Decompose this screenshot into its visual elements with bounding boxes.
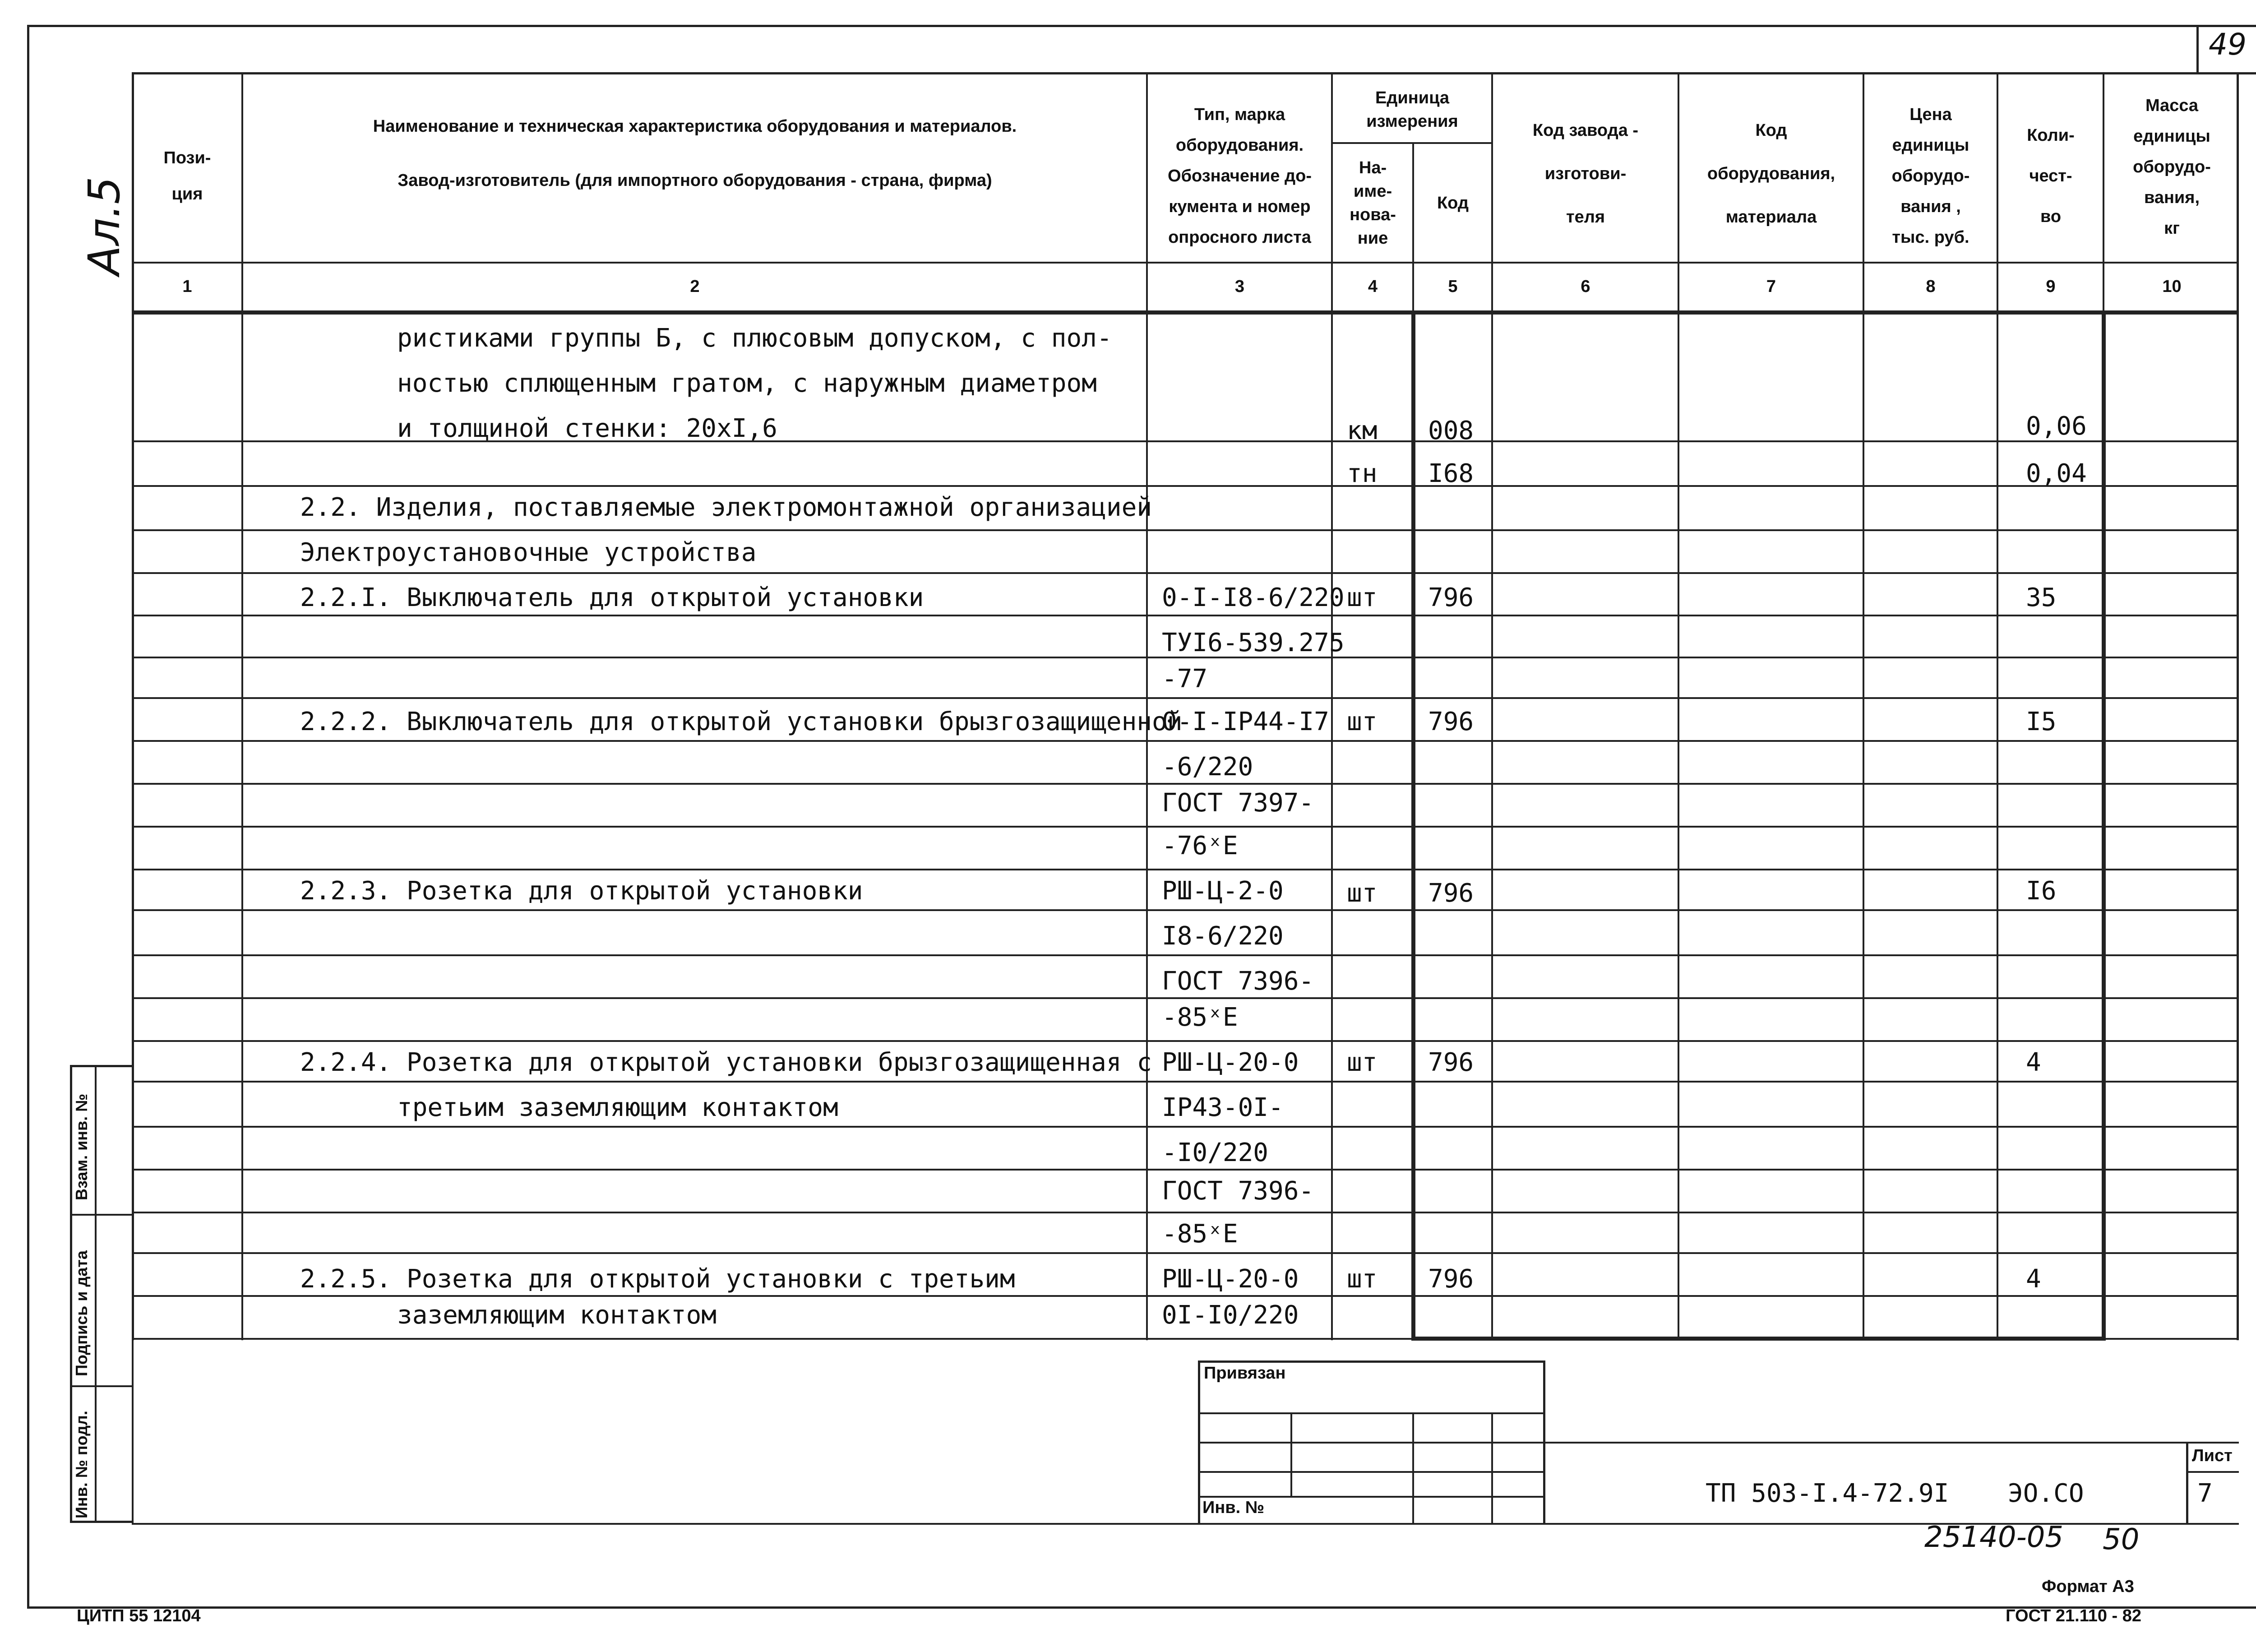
cell-code: I68 [1428, 459, 1474, 488]
header-quantity: Коли- чест- во [2027, 126, 2075, 226]
col-line-5 [1491, 72, 1493, 1340]
cell-name: ностью сплющенным гратом, с наружным диаметром [397, 369, 1097, 398]
cell-code: 796 [1428, 1264, 1474, 1294]
header-unit: Единица измерения [1366, 88, 1458, 131]
col-number: 4 [1368, 277, 1378, 296]
side-stamp-line [70, 1214, 133, 1216]
header-type: Тип, марка оборудования. Обозначение до- кумента и номер опросного листа [1168, 105, 1312, 247]
page-number: 49 [2209, 27, 2247, 62]
row-line [132, 954, 2239, 956]
unit-sub-line [1331, 142, 1491, 144]
col-line-6 [1678, 72, 1679, 1340]
cell-type: IP43-0I- [1162, 1093, 1284, 1122]
list-number: 7 [2197, 1479, 2213, 1508]
handwritten-number: 50 [2103, 1523, 2140, 1556]
bottom-frame-line [132, 1523, 2239, 1525]
row-line [132, 615, 2239, 616]
cell-qty: 4 [2026, 1264, 2041, 1294]
header-mass: Масса единицы оборудо- вания, кг [2133, 96, 2211, 238]
thick-line-5 [1411, 310, 1415, 1340]
cell-qty: 35 [2026, 583, 2057, 612]
cell-code: 796 [1428, 583, 1474, 612]
cell-name: 2.2.3. Розетка для открытой установки [300, 876, 863, 906]
cell-name: 2.2. Изделия, поставляемые электромонтажной организацией [300, 493, 1152, 522]
row-line [132, 826, 2239, 828]
cell-name: Электроустановочные устройства [300, 538, 757, 567]
row-line [132, 909, 2239, 911]
col-number: 7 [1766, 277, 1776, 296]
table-bottom [132, 1338, 2239, 1340]
col-line-3 [1331, 72, 1333, 1340]
cell-type: I8-6/220 [1162, 921, 1284, 951]
cell-name: 2.2.4. Розетка для открытой установки брызгозащищенная с [300, 1048, 1152, 1077]
cell-qty: I6 [2026, 876, 2057, 906]
side-stamp-divider [95, 1065, 97, 1523]
header-unit-name: На- име- нова- ние [1350, 158, 1396, 248]
title-block-line [1545, 1442, 2239, 1444]
row-line [132, 572, 2239, 574]
row-line [132, 740, 2239, 742]
cell-qty: 0,04 [2026, 459, 2087, 488]
header-line-thick [132, 310, 2239, 315]
cell-name: 2.2.5. Розетка для открытой установки с третьим [300, 1264, 1015, 1294]
col-number: 3 [1234, 277, 1245, 296]
cell-unit: шт [1347, 1264, 1378, 1294]
cell-type: ГОСТ 7396- [1162, 1176, 1314, 1206]
col-number: 8 [1926, 277, 1936, 296]
side-label-inv: Инв. № подл. [72, 1411, 91, 1518]
cell-type: -85ˣЕ [1162, 1003, 1238, 1032]
cell-unit: тн [1347, 459, 1378, 488]
footer-format: Формат А3 [2042, 1577, 2134, 1596]
col-line-1 [241, 72, 243, 1340]
cell-name: 2.2.I. Выключатель для открытой установки [300, 583, 924, 612]
side-stamp-line [70, 1385, 133, 1387]
header-unit-code: Код [1437, 194, 1469, 213]
privyazan-col [1491, 1412, 1493, 1523]
cell-name: и толщиной стенки: 20хI,6 [397, 414, 777, 443]
cell-unit: км [1347, 416, 1378, 445]
cell-name: 2.2.2. Выключатель для открытой установки брызгозащищенной [300, 707, 1183, 736]
row-line [132, 1252, 2239, 1254]
row-line [132, 997, 2239, 999]
privyazan-line [1198, 1496, 1545, 1498]
header-line [132, 262, 2239, 264]
cell-code: 008 [1428, 416, 1474, 445]
cell-type: ГОСТ 7397- [1162, 788, 1314, 818]
cell-code: 796 [1428, 879, 1474, 908]
header-position: Пози- ция [163, 148, 211, 204]
privyazan-col [1290, 1412, 1292, 1496]
cell-type: 0-I-I8-6/220 [1162, 583, 1345, 612]
cell-type: ТУI6-539.275 [1162, 628, 1345, 657]
bottom-frame-left [132, 1338, 134, 1524]
cell-unit: шт [1347, 583, 1378, 612]
row-line [132, 485, 2239, 487]
list-label: Лист [2192, 1446, 2233, 1465]
row-line [132, 697, 2239, 699]
list-box-line [2186, 1471, 2239, 1473]
col-line-7 [1863, 72, 1864, 1340]
row-line [132, 1212, 2239, 1213]
cell-type: 0I-I0/220 [1162, 1300, 1299, 1330]
col-number: 1 [182, 277, 192, 296]
cell-unit: шт [1347, 707, 1378, 736]
privyazan-line [1198, 1412, 1545, 1414]
margin-mark: Ал.5 [79, 176, 129, 275]
footer-gost: ГОСТ 21.110 - 82 [2006, 1606, 2142, 1625]
cell-unit: шт [1347, 879, 1378, 908]
cell-type: 0-I-IP44-I7 [1162, 707, 1329, 736]
side-label-podpis: Подпись и дата [72, 1250, 91, 1376]
cell-code: 796 [1428, 1048, 1474, 1077]
row-line [132, 1126, 2239, 1128]
row-line [132, 1081, 2239, 1083]
row-line [132, 869, 2239, 870]
cell-code: 796 [1428, 707, 1474, 736]
thick-line-9 [2102, 310, 2106, 1340]
col-number: 9 [2046, 277, 2056, 296]
col-number: 5 [1448, 277, 1458, 296]
cell-type: ГОСТ 7396- [1162, 967, 1314, 996]
header-name-line2: Завод-изготовитель (для импортного оборудования - страна, фирма) [398, 171, 992, 190]
handwritten-code: 25140-05 [1924, 1521, 2064, 1554]
cell-name: ристиками группы Б, с плюсовым допуском, с пол- [397, 324, 1112, 353]
privyazan-line [1198, 1442, 1545, 1444]
row-line [132, 1040, 2239, 1042]
header-price: Цена единицы оборудо- вания , тыс. руб. [1891, 105, 1970, 247]
privyazan-label: Привязан [1204, 1364, 1286, 1383]
cell-type: РШ-Ц-2-0 [1162, 876, 1284, 906]
row-line [132, 783, 2239, 785]
col-number: 2 [690, 277, 700, 296]
doc-suffix: ЭО.СО [2008, 1479, 2084, 1508]
cell-qty: I5 [2026, 707, 2057, 736]
cell-qty: 4 [2026, 1048, 2041, 1077]
footer-left: ЦИТП 55 12104 [77, 1606, 201, 1625]
header-equipment-code: Код оборудования, материала [1707, 121, 1835, 227]
inv-no-label: Инв. № [1202, 1498, 1265, 1517]
header-factory-code: Код завода - изготови- теля [1532, 121, 1639, 227]
privyazan-col [1412, 1412, 1414, 1523]
cell-type: -I0/220 [1162, 1138, 1269, 1167]
row-line [132, 529, 2239, 531]
col-number: 10 [2162, 277, 2182, 296]
cell-qty: 0,06 [2026, 412, 2087, 441]
col-number: 6 [1581, 277, 1590, 296]
cell-type: РШ-Ц-20-0 [1162, 1264, 1299, 1294]
cell-type: -6/220 [1162, 752, 1253, 782]
row-line [132, 1169, 2239, 1171]
row-line [132, 1295, 2239, 1297]
cell-unit: шт [1347, 1048, 1378, 1077]
privyazan-line [1198, 1471, 1545, 1473]
cell-type: -77 [1162, 664, 1208, 694]
col-line-8 [1997, 72, 1998, 1340]
header-name-line1: Наименование и техническая характеристика оборудования и материалов. [373, 117, 1017, 136]
side-label-vzam: Взам. инв. № [72, 1093, 91, 1200]
cell-name: третьим заземляющим контактом [397, 1093, 838, 1122]
doc-code: ТП 503-І.4-72.9І [1706, 1479, 1949, 1508]
cell-name: заземляющим контактом [397, 1300, 717, 1330]
cell-type: РШ-Ц-20-0 [1162, 1048, 1299, 1077]
cell-type: -76ˣЕ [1162, 831, 1238, 861]
cell-type: -85ˣЕ [1162, 1219, 1238, 1249]
